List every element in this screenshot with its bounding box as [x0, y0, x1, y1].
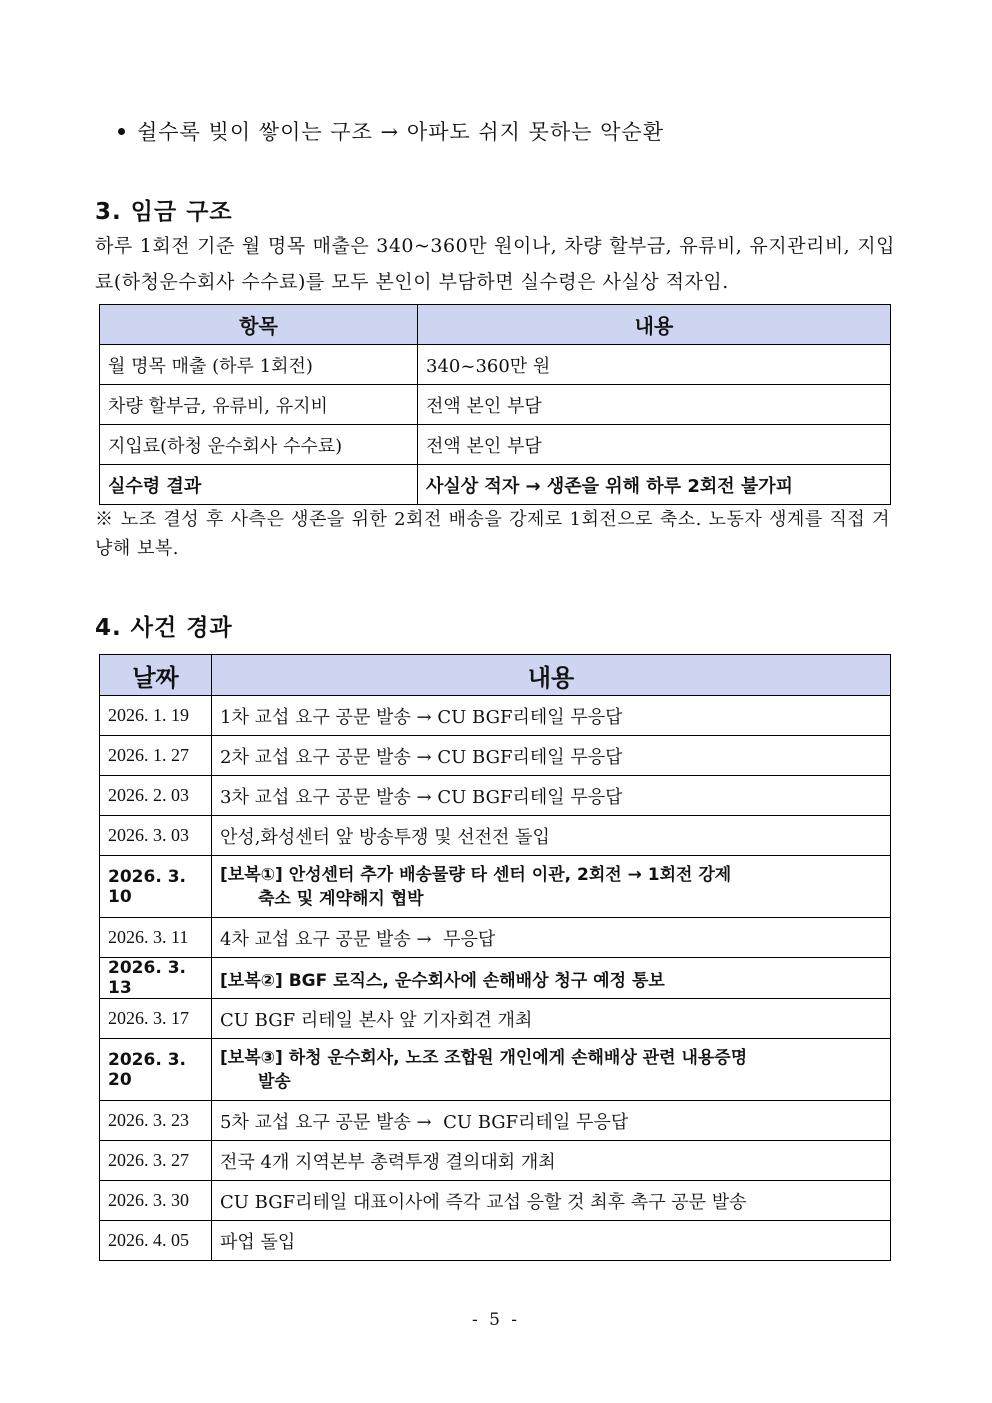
section-note: ※ 노조 결성 후 사측은 생존을 위한 2회전 배송을 강제로 1회전으로 축소. 노동자 생계를 직접 겨냥해 보복.	[95, 509, 890, 559]
table-cell: 전액 본인 부담	[418, 425, 891, 465]
table-cell: 차량 할부금, 유류비, 유지비	[100, 385, 418, 425]
date-cell: 2026. 3. 13	[100, 958, 212, 999]
date-cell: 2026. 2. 03	[100, 776, 212, 816]
table-row	[100, 918, 891, 958]
table-row	[100, 999, 891, 1039]
column-header: 항목	[100, 305, 418, 345]
column-header: 내용	[418, 305, 891, 345]
wage-structure-table	[99, 304, 891, 505]
table-cell: 월 명목 매출 (하루 1회전)	[100, 345, 418, 385]
date-cell: 2026. 3. 10	[100, 856, 212, 918]
content-line: [보복①] 안성센터 추가 배송물량 타 센터 이관, 2회전 → 1회전 강제	[220, 864, 732, 885]
table-row	[100, 385, 891, 425]
content-cell: 안성,화성센터 앞 방송투쟁 및 선전전 돌입	[212, 816, 891, 856]
date-cell: 2026. 4. 05	[100, 1221, 212, 1261]
content-cell: 2차 교섭 요구 공문 발송 → CU BGF리테일 무응답	[212, 736, 891, 776]
table-cell: 340~360만 원	[418, 345, 891, 385]
section-heading-wage: 3. 임금 구조	[95, 199, 233, 225]
content-line-continued: 발송	[258, 1071, 291, 1092]
column-header: 내용	[212, 655, 891, 696]
content-cell: [보복②] BGF 로직스, 운수회사에 손해배상 청구 예정 통보	[212, 958, 891, 999]
bullet-item	[118, 116, 664, 146]
event-timeline-table	[99, 654, 891, 1261]
table-header-row	[100, 655, 891, 696]
content-cell: CU BGF 리테일 본사 앞 기자회견 개최	[212, 999, 891, 1039]
date-cell: 2026. 3. 03	[100, 816, 212, 856]
table-row	[100, 465, 891, 505]
table-row	[100, 1221, 891, 1261]
table-row	[100, 1039, 891, 1101]
date-cell: 2026. 3. 27	[100, 1141, 212, 1181]
table-cell: 사실상 적자 → 생존을 위해 하루 2회전 불가피	[418, 465, 891, 505]
bullet-icon	[118, 128, 125, 135]
date-cell: 2026. 3. 30	[100, 1181, 212, 1221]
column-header: 날짜	[100, 655, 212, 696]
content-cell	[212, 856, 891, 918]
content-cell: CU BGF리테일 대표이사에 즉각 교섭 응할 것 최후 촉구 공문 발송	[212, 1181, 891, 1221]
table-row	[100, 1181, 891, 1221]
table-header-row	[100, 305, 891, 345]
content-line: [보복③] 하청 운수회사, 노조 조합원 개인에게 손해배상 관련 내용증명	[220, 1047, 748, 1068]
content-cell: 4차 교섭 요구 공문 발송 → 무응답	[212, 918, 891, 958]
table-cell: 지입료(하청 운수회사 수수료)	[100, 425, 418, 465]
content-cell: 전국 4개 지역본부 총력투쟁 결의대회 개최	[212, 1141, 891, 1181]
content-cell	[212, 1039, 891, 1101]
content-line-continued: 축소 및 계약해지 협박	[258, 888, 424, 909]
date-cell: 2026. 1. 19	[100, 696, 212, 736]
section-heading-events: 4. 사건 경과	[95, 615, 233, 641]
table-row	[100, 425, 891, 465]
content-cell: 파업 돌입	[212, 1221, 891, 1261]
table-row	[100, 1141, 891, 1181]
date-cell: 2026. 1. 27	[100, 736, 212, 776]
table-row	[100, 958, 891, 999]
table-row	[100, 1101, 891, 1141]
date-cell: 2026. 3. 23	[100, 1101, 212, 1141]
bullet-text: 쉴수록 빚이 쌓이는 구조 → 아파도 쉬지 못하는 악순환	[137, 120, 665, 144]
table-row	[100, 856, 891, 918]
table-row	[100, 776, 891, 816]
section-paragraph-wage: 하루 1회전 기준 월 명목 매출은 340~360만 원이나, 차량 할부금, 유류비, 유지관리비, 지입료(하청운수회사 수수료)를 모두 본인이 부담하면 실수령은 사실상 적자임.	[95, 235, 895, 293]
date-cell: 2026. 3. 11	[100, 918, 212, 958]
content-cell: 5차 교섭 요구 공문 발송 → CU BGF리테일 무응답	[212, 1101, 891, 1141]
date-cell: 2026. 3. 20	[100, 1039, 212, 1101]
table-cell: 실수령 결과	[100, 465, 418, 505]
content-cell: 1차 교섭 요구 공문 발송 → CU BGF리테일 무응답	[212, 696, 891, 736]
table-cell: 전액 본인 부담	[418, 385, 891, 425]
page-number: - 5 -	[471, 1310, 521, 1330]
table-row	[100, 816, 891, 856]
date-cell: 2026. 3. 17	[100, 999, 212, 1039]
table-row	[100, 345, 891, 385]
content-cell: 3차 교섭 요구 공문 발송 → CU BGF리테일 무응답	[212, 776, 891, 816]
table-row	[100, 736, 891, 776]
table-row	[100, 696, 891, 736]
